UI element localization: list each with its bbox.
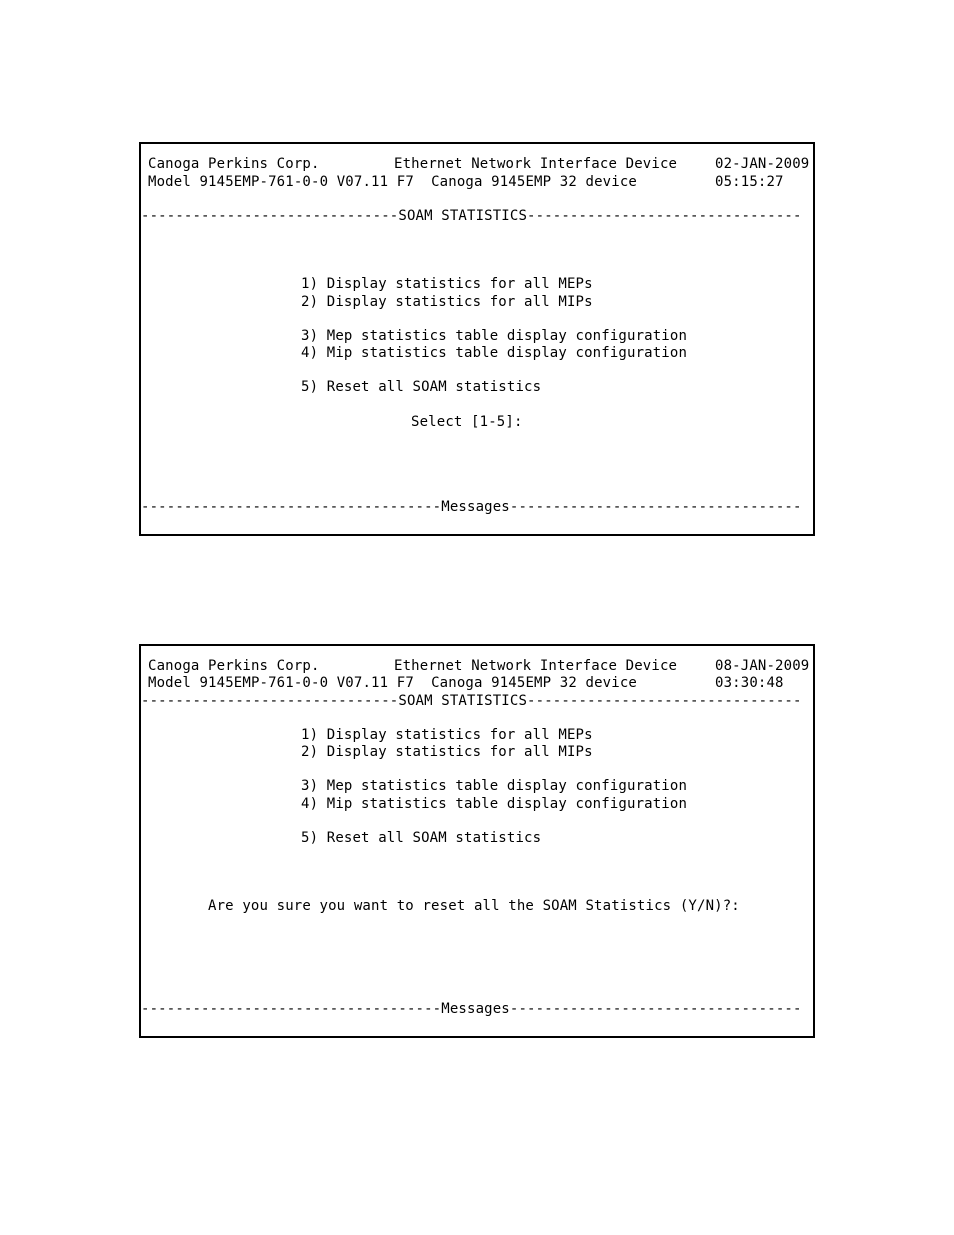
header-date: 02-JAN-2009 [715, 156, 810, 172]
menu-item-display-meps[interactable]: 1) Display statistics for all MEPs [301, 727, 593, 743]
menu-item-reset-soam[interactable]: 5) Reset all SOAM statistics [301, 379, 542, 395]
menu-item-mip-table-config[interactable]: 4) Mip statistics table display configuration [301, 796, 688, 812]
soam-statistics-title-rule: ------------------------------SOAM STATISTICS-------------------------------- [141, 208, 802, 224]
header-date: 08-JAN-2009 [715, 658, 810, 674]
select-prompt[interactable]: Select [1-5]: [411, 414, 523, 430]
messages-rule: -----------------------------------Messages---------------------------------- [141, 499, 802, 515]
menu-item-mep-table-config[interactable]: 3) Mep statistics table display configuration [301, 778, 688, 794]
menu-item-display-meps[interactable]: 1) Display statistics for all MEPs [301, 276, 593, 292]
menu-item-display-mips[interactable]: 2) Display statistics for all MIPs [301, 744, 593, 760]
header-product: Ethernet Network Interface Device [394, 156, 678, 172]
messages-rule: -----------------------------------Messages---------------------------------- [141, 1001, 802, 1017]
header-product: Ethernet Network Interface Device [394, 658, 678, 674]
header-model: Model 9145EMP-761-0-0 V07.11 F7 Canoga 9145EMP 32 device [148, 675, 637, 691]
soam-statistics-title-rule: ------------------------------SOAM STATISTICS-------------------------------- [141, 693, 802, 709]
menu-item-reset-soam[interactable]: 5) Reset all SOAM statistics [301, 830, 542, 846]
menu-item-mip-table-config[interactable]: 4) Mip statistics table display configuration [301, 345, 688, 361]
header-time: 03:30:48 [715, 675, 784, 691]
terminal-screen-soam-menu [139, 142, 815, 536]
header-time: 05:15:27 [715, 174, 784, 190]
header-company: Canoga Perkins Corp. [148, 658, 320, 674]
menu-item-display-mips[interactable]: 2) Display statistics for all MIPs [301, 294, 593, 310]
reset-confirm-prompt[interactable]: Are you sure you want to reset all the SOAM Statistics (Y/N)?: [208, 898, 740, 914]
header-model: Model 9145EMP-761-0-0 V07.11 F7 Canoga 9145EMP 32 device [148, 174, 637, 190]
terminal-screen-soam-reset-confirm [139, 644, 815, 1038]
menu-item-mep-table-config[interactable]: 3) Mep statistics table display configuration [301, 328, 688, 344]
header-company: Canoga Perkins Corp. [148, 156, 320, 172]
